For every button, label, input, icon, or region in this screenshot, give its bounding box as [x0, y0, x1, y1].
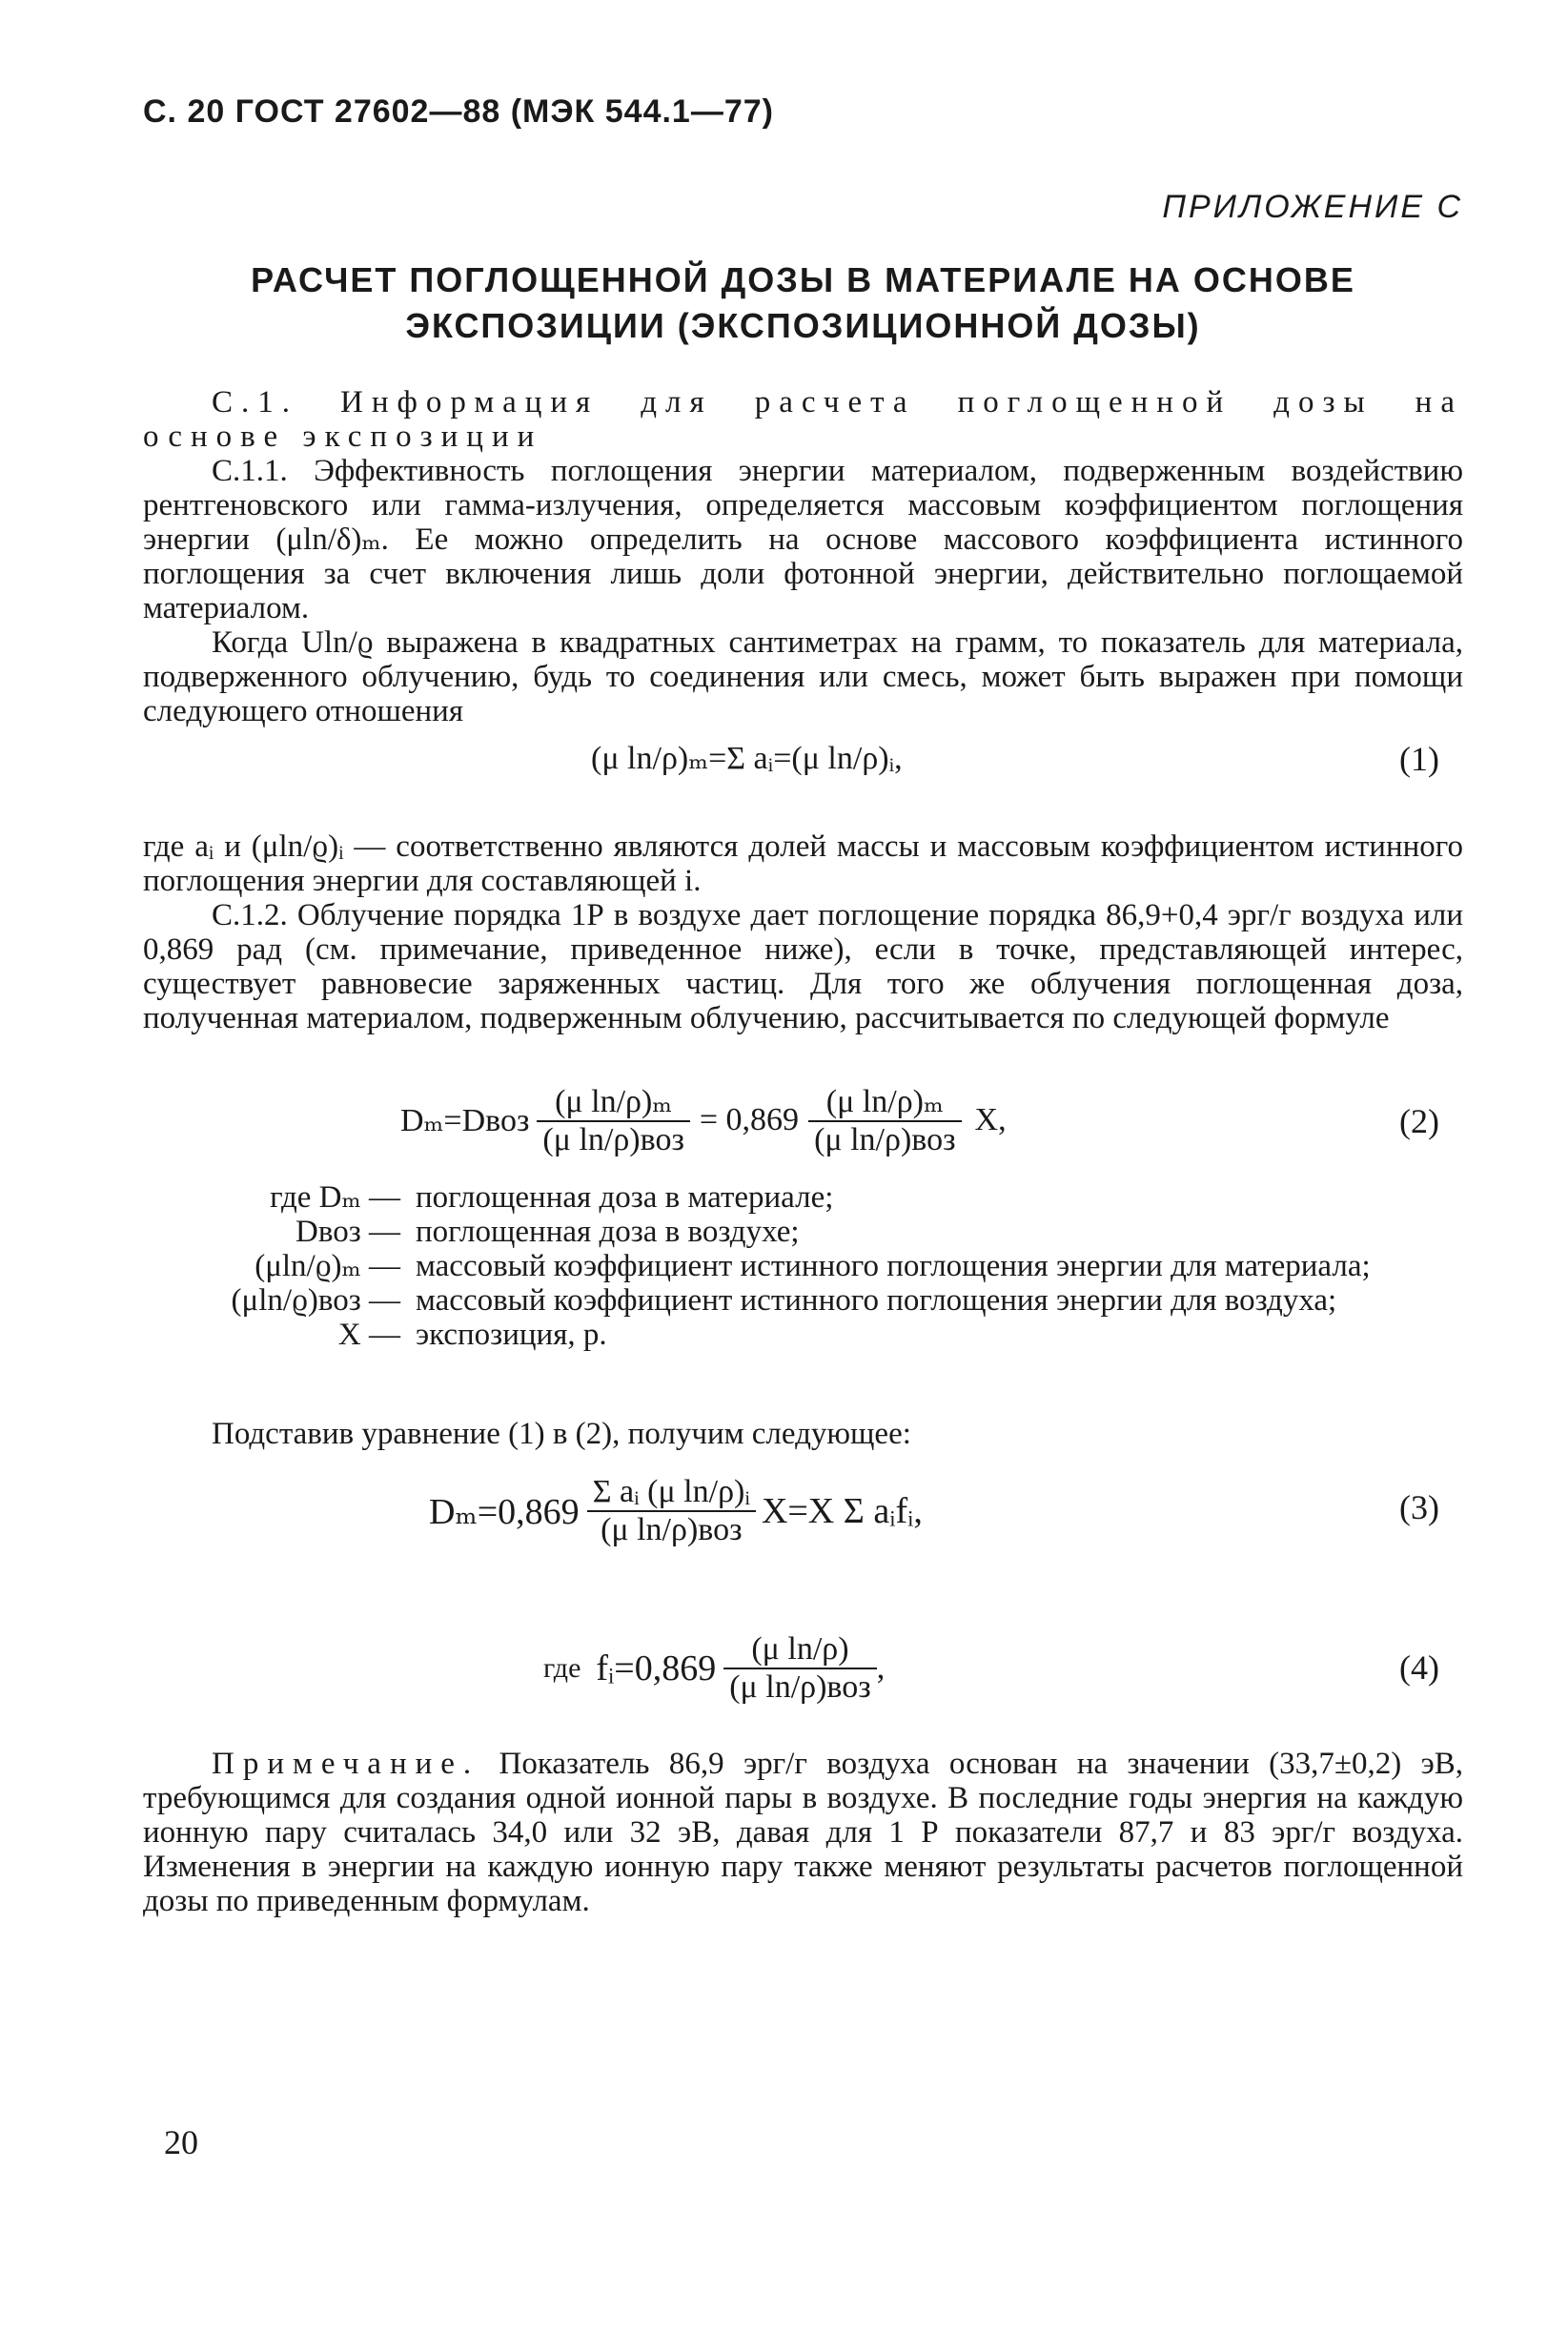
- definition-term: (μln/ϱ)воз —: [231, 1283, 400, 1318]
- note-text: Показатель 86,9 эрг/г воздуха основан на значении (33,7±0,2) эВ, требующимся для создания одной ионной пары в воздухе. В последние годы энергия на каждую ионную пару считалась 34,0 или 32 эВ, давая для 1 Р показатели 87,7 и 83 эрг/г воздуха. Изменения в энергии на каждую ионную пару также меняют результаты расчетов поглощенной дозы по приведенным формулам.: [143, 1747, 1464, 1918]
- formula-4-tail: ,: [876, 1650, 886, 1686]
- formula-2-middle: = 0,869: [699, 1102, 800, 1137]
- definition-description: поглощенная доза в материале;: [416, 1180, 834, 1215]
- definition-description: массовый коэффициент истинного поглощения энергии для материала;: [416, 1249, 1371, 1283]
- paragraph-substitution: Подставив уравнение (1) в (2), получим следующее:: [212, 1417, 911, 1451]
- formula-2: [143, 1073, 1463, 1168]
- definition-row: [143, 1249, 1463, 1283]
- formula-2-fraction-2: [808, 1082, 961, 1158]
- formula-4-lhs: fᵢ=0,869: [596, 1648, 717, 1688]
- note-label: Примечание.: [212, 1747, 480, 1781]
- definition-row: [143, 1215, 1463, 1249]
- formula-2-fraction-2-numerator: (μ ln/ρ)ₘ: [808, 1082, 961, 1122]
- definition-row: [143, 1180, 1463, 1215]
- definitions-list: [143, 1180, 1463, 1352]
- formula-2-fraction-1-denominator: (μ ln/ρ)воз: [542, 1122, 684, 1157]
- formula-2-tail: X,: [974, 1102, 1007, 1137]
- definition-description: экспозиция, р.: [416, 1318, 607, 1352]
- definition-row: [143, 1318, 1463, 1352]
- note: [143, 1747, 1463, 1918]
- formula-1: [143, 739, 1463, 787]
- formula-4-fraction: [723, 1631, 876, 1706]
- formula-3-number: (3): [1399, 1488, 1439, 1526]
- formula-3-fraction: [587, 1474, 756, 1548]
- definition-description: массовый коэффициент истинного поглощения энергии для воздуха;: [416, 1283, 1337, 1318]
- formula-3-fraction-denominator: (μ ln/ρ)воз: [601, 1512, 743, 1547]
- page-title: РАСЧЕТ ПОГЛОЩЕННОЙ ДОЗЫ В МАТЕРИАЛЕ НА ОСНОВЕ ЭКСПОЗИЦИИ (ЭКСПОЗИЦИОННОЙ ДОЗЫ): [251, 260, 1355, 345]
- formula-2-number: (2): [1399, 1102, 1439, 1140]
- definition-term: (μln/ϱ)ₘ —: [255, 1249, 400, 1283]
- formula-3-fraction-numerator: Σ aᵢ (μ ln/ρ)ᵢ: [587, 1474, 756, 1512]
- formula-3-lhs: Dₘ=0,869: [429, 1491, 580, 1532]
- paragraph-when: Когда Uln/ϱ выражена в квадратных сантиметрах на грамм, то показатель для материала, подверженного облучению, будь то соединения или смесь, может быть выражен при помощи следующего отношения: [143, 625, 1463, 728]
- formula-4: [143, 1621, 1463, 1716]
- definition-term: где Dₘ —: [270, 1180, 400, 1215]
- formula-2-fraction-1: [537, 1082, 689, 1158]
- formula-3: [143, 1459, 1463, 1564]
- formula-4-fraction-numerator: (μ ln/ρ): [723, 1631, 876, 1669]
- definition-description: поглощенная доза в воздухе;: [416, 1215, 800, 1249]
- definition-row: [143, 1283, 1463, 1318]
- formula-4-prefix: где: [543, 1652, 581, 1684]
- section-c1-heading: С.1. Информация для расчета поглощенной дозы на основе экспозиции: [143, 385, 1463, 454]
- formula-1-expression: (μ ln/ρ)ₘ=Σ aᵢ=(μ ln/ρ)ᵢ,: [591, 741, 903, 776]
- definition-term: Dвоз —: [295, 1215, 400, 1249]
- formula-4-fraction-denominator: (μ ln/ρ)воз: [729, 1669, 871, 1705]
- paragraph-c1-2: С.1.2. Облучение порядка 1Р в воздухе дает поглощение порядка 86,9+0,4 эрг/г воздуха или 0,869 рад (см. примечание, приведенное ниже), если в точке, представляющей интерес, существует равновесие заряженных частиц. Для того же облучения поглощенная доза, полученная материалом, подверженным облучению, рассчитывается по следующей формуле: [143, 898, 1463, 1035]
- formula-2-fraction-2-denominator: (μ ln/ρ)воз: [814, 1122, 956, 1157]
- formula-2-lhs: Dₘ=Dвоз: [400, 1103, 530, 1138]
- definition-term: X —: [337, 1318, 400, 1352]
- page-header: С. 20 ГОСТ 27602—88 (МЭК 544.1—77): [143, 93, 774, 130]
- page-number: 20: [164, 2123, 198, 2161]
- formula-3-tail: X=X Σ aᵢfᵢ,: [761, 1491, 923, 1531]
- formula-2-fraction-1-numerator: (μ ln/ρ)ₘ: [537, 1082, 689, 1122]
- formula-4-number: (4): [1399, 1648, 1439, 1687]
- paragraph-c1-1: С.1.1. Эффективность поглощения энергии материалом, подверженным воздействию рентгеновского или гамма-излучения, определяется массовым коэффициентом поглощения энергии (μln/δ)ₘ. Ее можно определить на основе массового коэффициента истинного поглощения за счет включения лишь доли фотонной энергии, действительно поглощаемой материалом.: [143, 454, 1463, 625]
- appendix-label: ПРИЛОЖЕНИЕ С: [1162, 189, 1463, 225]
- paragraph-where-1: где aᵢ и (μln/ϱ)ᵢ — соответственно являются долей массы и массовым коэффициентом истинного поглощения энергии для составляющей i.: [143, 829, 1463, 898]
- formula-1-number: (1): [1399, 740, 1439, 778]
